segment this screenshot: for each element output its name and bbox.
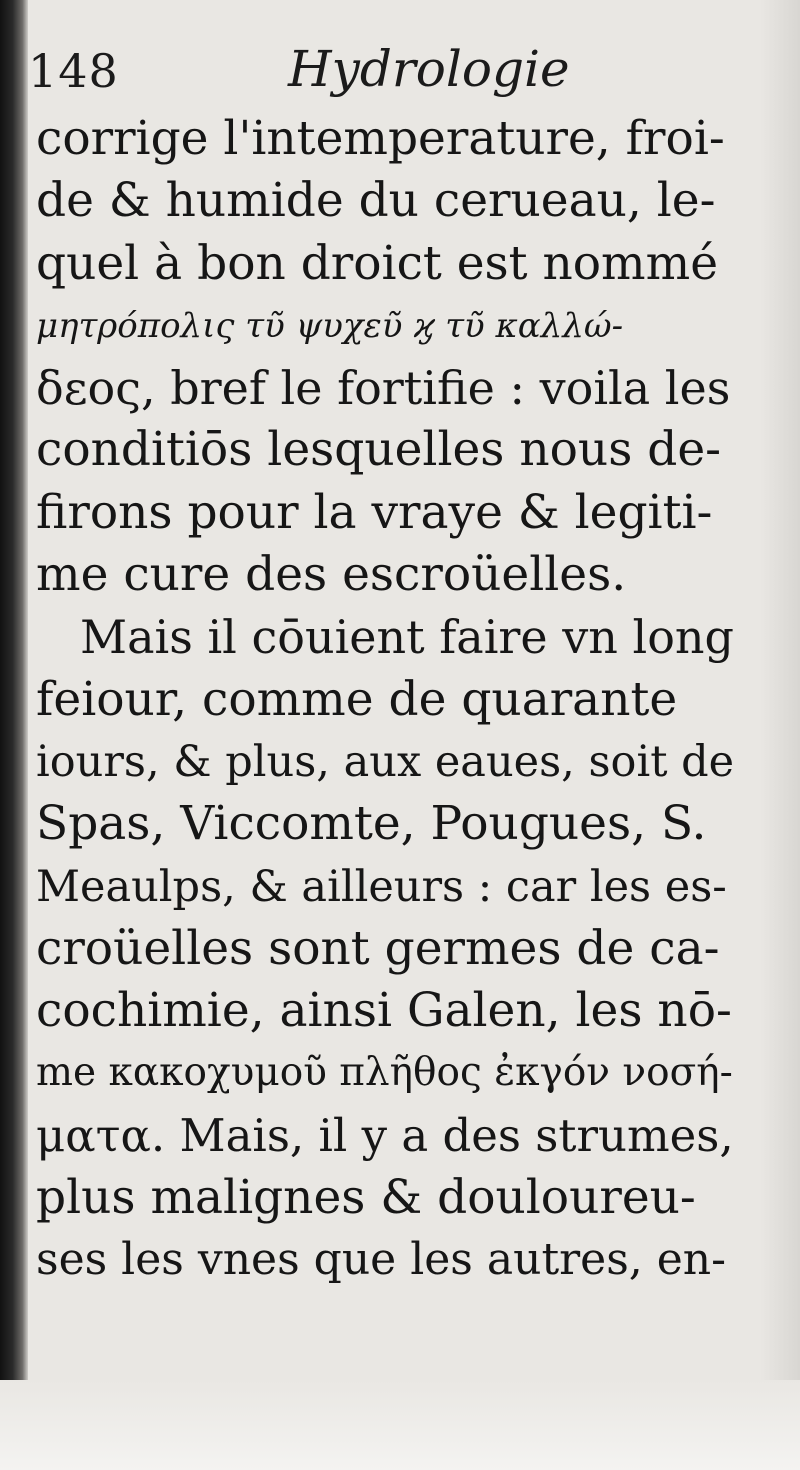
text-line: cochimie, ainsi Galen, les nō-	[36, 983, 732, 1039]
page-bottom-margin	[0, 1380, 800, 1470]
text-line: feiour, comme de quarante	[36, 671, 678, 727]
body-text	[36, 108, 736, 1292]
mixed-greek-text-line: me κακοχυμοῦ πλῆθος ἐκγόν νοσή-	[36, 1050, 733, 1096]
text-line: Spas, Viccomte, Pougues, S.	[36, 796, 707, 852]
text-line: conditiōs lesquelles nous de-	[36, 422, 722, 478]
text-line: croüelles sont germes de ca-	[36, 920, 720, 976]
text-line: corrige l'intemperature, froi-	[36, 111, 725, 166]
greek-text-line: μητρόπολις τῦ ψυχεῦ ϗ τῦ καλλώ-	[36, 305, 624, 346]
text-line: plus malignes & douloureu-	[36, 1170, 696, 1226]
page-edge-shadow	[760, 0, 800, 1470]
text-line: Meaulps, & ailleurs : car les es-	[36, 861, 727, 912]
page-number: 148	[28, 44, 119, 98]
mixed-greek-text-line: ματα. Mais, il y a des strumes,	[36, 1108, 734, 1162]
paragraph-start-line: Mais il cōuient faire vn long	[80, 610, 734, 665]
text-line: me cure des escroüelles.	[36, 547, 627, 603]
text-line: firons pour la vraye & legiti-	[36, 484, 713, 540]
text-line: de & humide du cerueau, le-	[36, 173, 716, 229]
running-header	[28, 38, 718, 108]
text-line: δεος, bref le fortifie : voila les	[36, 361, 731, 416]
text-line: ses les vnes que les autres, en-	[36, 1234, 726, 1286]
running-title: Hydrologie	[288, 40, 570, 98]
text-line: quel à bon droict est nommé	[36, 235, 719, 291]
text-line: iours, & plus, aux eaues, soit de	[36, 736, 735, 787]
book-spine-shadow	[0, 0, 28, 1470]
